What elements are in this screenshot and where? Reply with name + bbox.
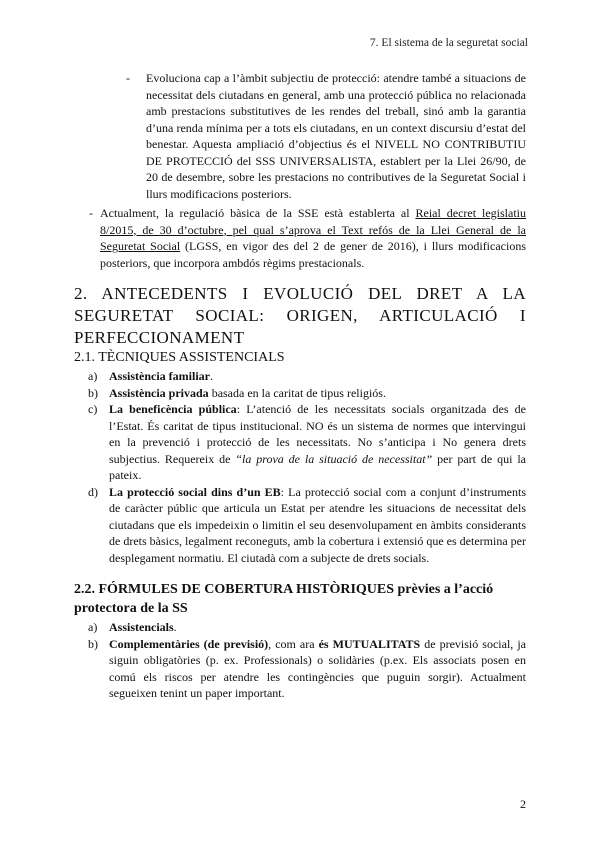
- dash-bullet: -: [89, 206, 93, 220]
- section2-heading: [74, 283, 526, 349]
- list-marker: d): [88, 484, 98, 499]
- item-text: , com ara: [268, 636, 319, 651]
- list-marker: b): [88, 385, 98, 400]
- dash-bullet: -: [126, 71, 130, 85]
- section2-title-line: SEGURETAT SOCIAL: ORIGEN, ARTICULACIÓ I: [74, 306, 526, 325]
- item-bold: La beneficència pública: [109, 402, 237, 416]
- list-item: [74, 385, 526, 402]
- item-bold: Assistència familiar: [109, 369, 210, 383]
- section21-heading: 2.1. TÈCNIQUES ASSISTENCIALS: [74, 350, 285, 365]
- list-marker: b): [88, 636, 98, 651]
- list-marker: a): [88, 369, 98, 383]
- item-text: : L’atenció de les necessitats socials organitzada des de l’Estat. És caritat de tipus institucional. NO és un sistema de normes que intervingui en la prevenció i protecció de les necessitats. No s’anticipa i No genera drets subjectius. Requereix de: [109, 402, 526, 466]
- section22-heading: 2.2. FÓRMULES DE COBERTURA HISTÒRIQUES prèvies a l’acció protectora de la SS: [74, 582, 494, 616]
- section2-title-line: PERFECCIONAMENT: [74, 328, 245, 347]
- list-marker: a): [88, 620, 98, 634]
- section2-title-line: 2. ANTECEDENTS I EVOLUCIÓ DEL DRET A LA: [74, 284, 526, 303]
- item-bold: La protecció social dins d’un EB: [109, 484, 281, 499]
- section22-list: [74, 619, 526, 702]
- item-text-end: de previsió social, ja siguin obligatòries (p. ex. Professionals) o solidàries (p.ex. Els associats posen en comú els riscos per atendre les contingències que puguin sorgir). Actualment segueixen tenint un paper important.: [109, 636, 526, 700]
- section21-list: [74, 368, 526, 566]
- intro-sub-bullet: [74, 70, 526, 202]
- item-text: .: [210, 369, 213, 383]
- item-text: .: [173, 620, 177, 634]
- item-text: basada en la caritat de tipus religiós.: [208, 385, 386, 400]
- item-bold: Complementàries (de previsió): [109, 636, 269, 651]
- law-link[interactable]: Reial decret legislatiu 8/2015, de 30 d’octubre, pel qual s’aprova el Text refós de la Llei General de la Seguretat Social: [100, 206, 526, 253]
- running-header: 7. El sistema de la seguretat social: [369, 37, 528, 49]
- item-bold-2: és MUTUALITATS: [318, 636, 421, 651]
- page-body: [74, 70, 526, 702]
- list-item: [74, 401, 526, 484]
- item-text: : La protecció social com a conjunt d’instruments de caràcter públic que articula un Estat per atendre les situacions de necessitat dels ciutadans que els impedeixin o limitin el seu desenvolupament en àmbits considerants de drets bàsics, legalment reconeguts, amb la cobertura i extensió que es determina per desplegament normatiu. El ciutadà com a subjecte de drets socials.: [109, 484, 526, 565]
- item-text-end: per part de qui la pateix.: [109, 451, 526, 482]
- intro-bullet: [74, 205, 526, 271]
- list-item: [74, 636, 526, 702]
- item-bold: Assistencials: [109, 620, 174, 634]
- list-marker: c): [88, 402, 98, 416]
- intro-sub-text: Evoluciona cap a l’àmbit subjectiu de protecció: atendre també a situacions de necessitat dels ciutadans en general, amb una protecció pública no relacionada amb prestacions substitutives de les rendes del treball, sinó amb la garantia d’una renda mínima per a tots els ciutadans, en un context discursiu d’estat del benestar. Aquesta ampliació d’objectius és el NIVELL NO CONTRIBUTIU DE PROTECCIÓ del SSS UNIVERSALISTA, establert per la Llei 26/90, de 20 de desembre, sobre les prestacions no contributives de la Seguretat Social i llurs modificacions posteriors.: [146, 71, 526, 201]
- list-item: [74, 619, 526, 636]
- intro-text-before: Actualment, la regulació bàsica de la SSE està establerta al: [100, 206, 416, 220]
- item-bold: Assistència privada: [109, 385, 209, 400]
- item-italic: “la prova de la situació de necessitat”: [235, 451, 433, 466]
- page-number: 2: [520, 797, 526, 811]
- list-item: [74, 368, 526, 385]
- list-item: [74, 484, 526, 567]
- intro-text-after: (LGSS, en vigor des del 2 de gener de 2016), i llurs modificacions posteriors, que incorpora ambdós règims prestacionals.: [100, 239, 527, 270]
